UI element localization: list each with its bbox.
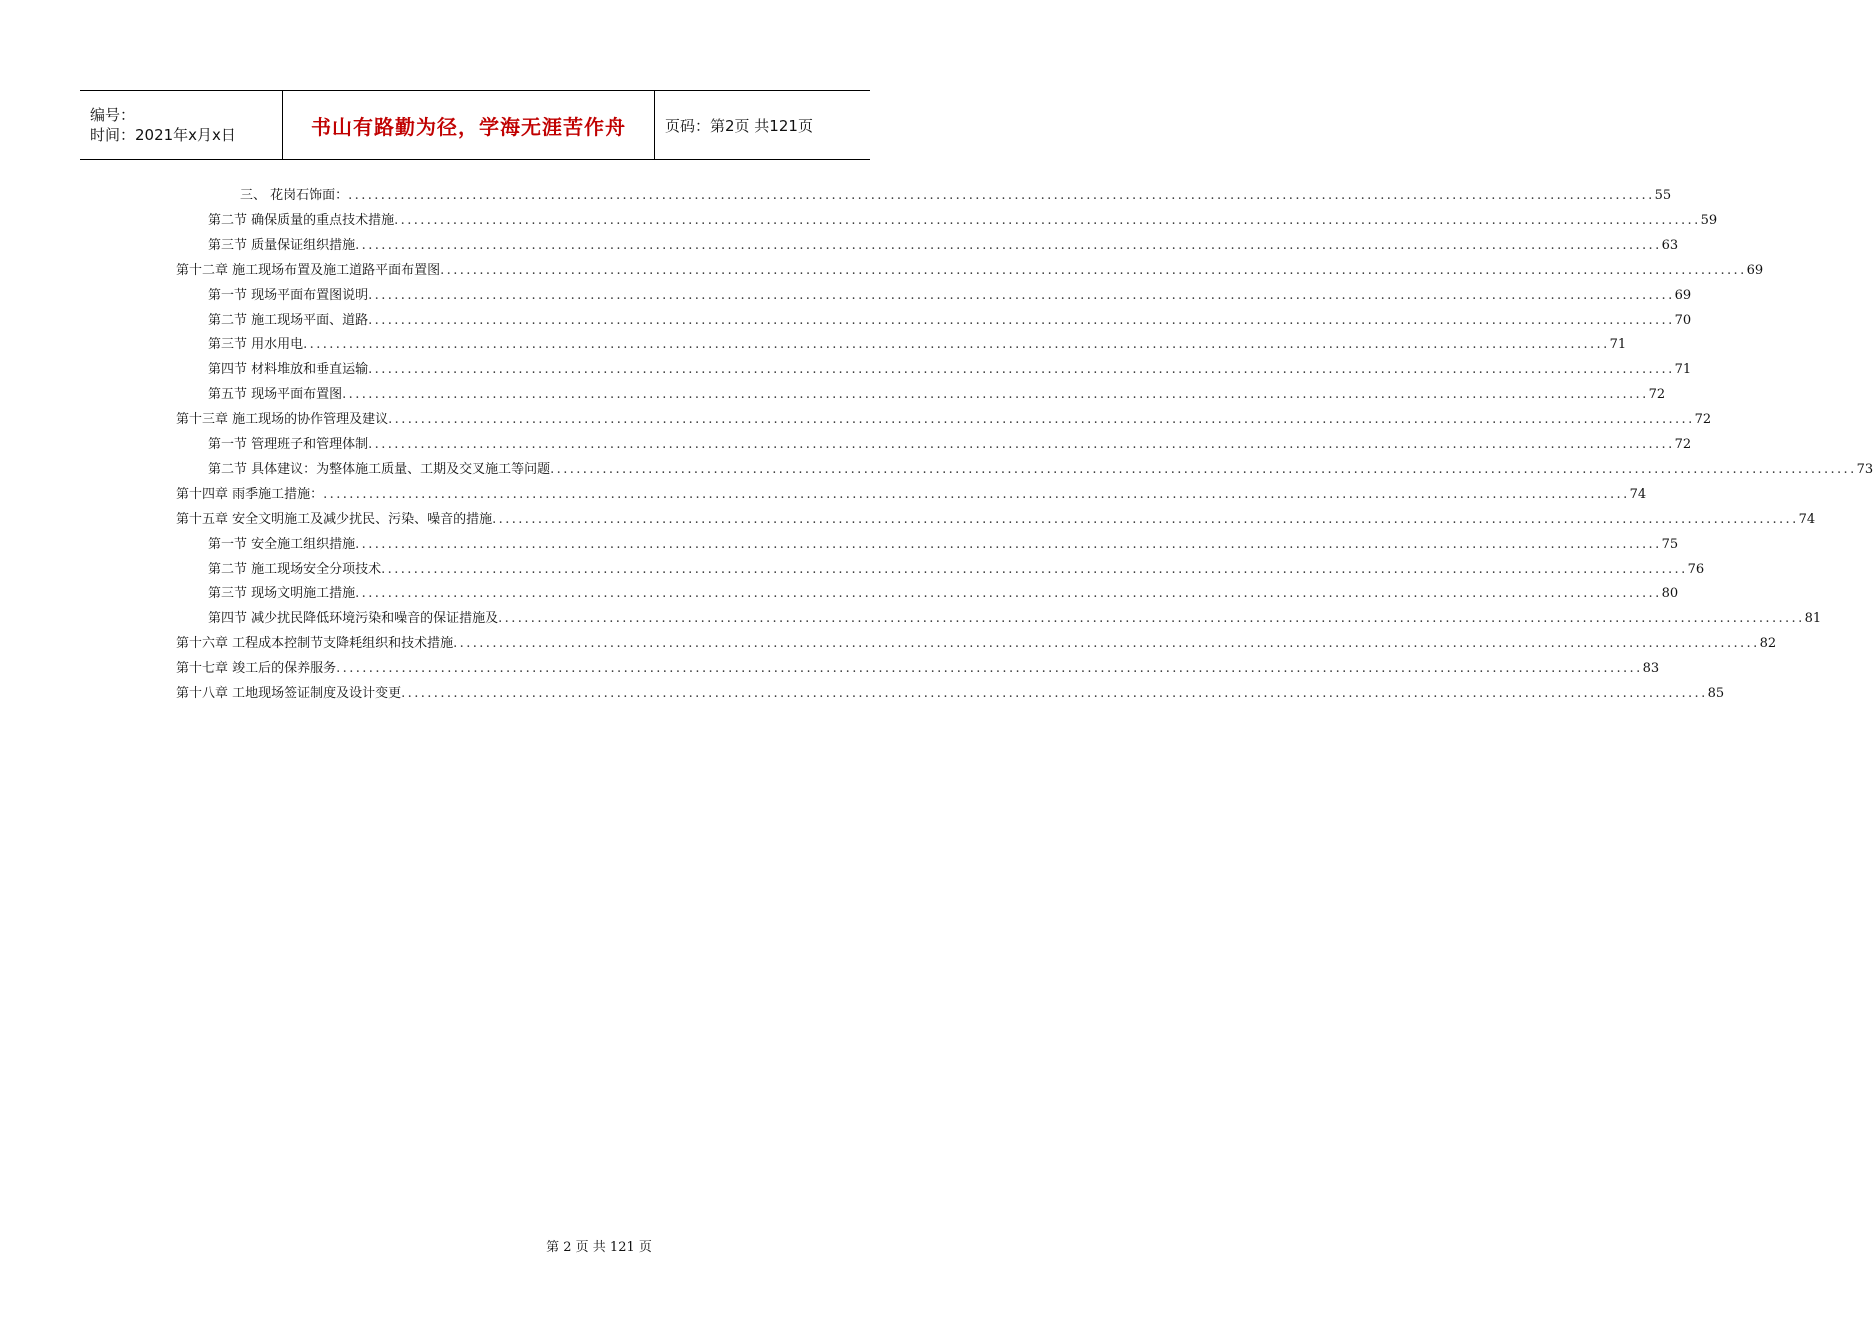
toc-entry-page: 71 bbox=[1674, 362, 1692, 378]
toc-entry[interactable] bbox=[176, 656, 1660, 678]
toc-dot-leader: ........................................................................................................................................................................................................ bbox=[498, 611, 1805, 627]
toc-entry-page: 72 bbox=[1694, 412, 1712, 428]
toc-entry-page: 75 bbox=[1661, 536, 1679, 552]
toc-dot-leader: ........................................................................................................................................................................................................ bbox=[336, 661, 1643, 677]
toc-entry-page: 69 bbox=[1746, 262, 1764, 278]
toc-entry[interactable] bbox=[208, 382, 1666, 404]
toc-dot-leader: ........................................................................................................................................................................................................ bbox=[381, 561, 1688, 577]
toc-entry[interactable] bbox=[176, 681, 1725, 703]
header-page-number: 页码：第2页 共121页 bbox=[665, 116, 813, 135]
toc-entry[interactable] bbox=[208, 557, 1705, 579]
toc-dot-leader: ........................................................................................................................................................................................................ bbox=[368, 287, 1675, 303]
toc-entry[interactable] bbox=[208, 532, 1679, 554]
header-page-cell bbox=[655, 91, 870, 159]
toc-dot-leader: ........................................................................................................................................................................................................ bbox=[348, 188, 1655, 203]
toc-dot-leader: ........................................................................................................................................................................................................ bbox=[388, 412, 1695, 428]
toc-entry-page: 83 bbox=[1642, 661, 1660, 677]
toc-dot-leader: ........................................................................................................................................................................................................ bbox=[303, 337, 1610, 353]
toc-dot-leader: ........................................................................................................................................................................................................ bbox=[453, 636, 1760, 652]
header-meta bbox=[80, 91, 282, 159]
toc-entry[interactable] bbox=[240, 183, 1672, 205]
toc-dot-leader: ........................................................................................................................................................................................................ bbox=[394, 212, 1701, 228]
document-number-label: 编号： bbox=[90, 106, 136, 124]
toc-entry-page: 80 bbox=[1661, 586, 1679, 602]
toc-dot-leader: ........................................................................................................................................................................................................ bbox=[355, 536, 1662, 552]
header-motto: 书山有路勤为径，学海无涯苦作舟 bbox=[311, 114, 626, 139]
toc-entry-page: 63 bbox=[1661, 237, 1679, 253]
toc-dot-leader: ........................................................................................................................................................................................................ bbox=[492, 511, 1799, 527]
toc-entry-page: 85 bbox=[1707, 686, 1725, 701]
toc-entry-page: 73 bbox=[1856, 461, 1873, 477]
toc-entry[interactable] bbox=[176, 631, 1777, 653]
toc-dot-leader: ........................................................................................................................................................................................................ bbox=[342, 387, 1649, 403]
toc-entry[interactable] bbox=[208, 432, 1692, 454]
toc-entry-label: 第一节 安全施工组织措施 bbox=[208, 536, 356, 552]
toc-entry-page: 55 bbox=[1654, 188, 1672, 203]
toc-entry-label: 第三节 现场文明施工措施 bbox=[208, 586, 356, 602]
toc-dot-leader: ........................................................................................................................................................................................................ bbox=[550, 461, 1857, 477]
toc-dot-leader: ........................................................................................................................................................................................................ bbox=[323, 486, 1630, 502]
toc-entry[interactable] bbox=[208, 606, 1822, 628]
toc-entry[interactable] bbox=[208, 208, 1718, 230]
toc-entry[interactable] bbox=[208, 233, 1679, 255]
toc-entry[interactable] bbox=[176, 407, 1712, 429]
toc-entry-label: 第四节 材料堆放和垂直运输 bbox=[208, 362, 369, 378]
toc-entry-page: 81 bbox=[1804, 611, 1822, 627]
toc-entry[interactable] bbox=[208, 457, 1873, 479]
toc-entry-page: 82 bbox=[1759, 636, 1777, 652]
toc-dot-leader: ........................................................................................................................................................................................................ bbox=[368, 312, 1675, 328]
toc-entry-label: 第二节 施工现场安全分项技术 bbox=[208, 561, 382, 577]
toc-dot-leader: ........................................................................................................................................................................................................ bbox=[401, 686, 1708, 701]
toc-entry-page: 70 bbox=[1674, 312, 1692, 328]
toc-entry-label: 第十七章 竣工后的保养服务 bbox=[176, 661, 337, 677]
toc-entry-label: 第三节 用水用电 bbox=[208, 337, 304, 353]
toc-entry-label: 第二节 施工现场平面、道路 bbox=[208, 312, 369, 328]
toc-entry-label: 第十六章 工程成本控制节支降耗组织和技术措施 bbox=[176, 636, 454, 652]
toc-entry-label: 三、 花岗石饰面： bbox=[240, 188, 349, 203]
toc-entry[interactable] bbox=[176, 482, 1647, 504]
toc-entry-page: 59 bbox=[1700, 212, 1718, 228]
toc-entry-label: 第五节 现场平面布置图 bbox=[208, 387, 343, 403]
footer-page-number: 第 2 页 共 121 页 bbox=[546, 1240, 652, 1255]
toc-entry[interactable] bbox=[176, 258, 1764, 280]
toc-entry-page: 74 bbox=[1629, 486, 1647, 502]
document-time-label: 时间：2021年x月x日 bbox=[90, 126, 236, 144]
toc-entry[interactable] bbox=[208, 283, 1692, 305]
toc-dot-leader: ........................................................................................................................................................................................................ bbox=[440, 262, 1747, 278]
toc-entry-label: 第一节 管理班子和管理体制 bbox=[208, 437, 369, 452]
toc-entry-page: 72 bbox=[1674, 437, 1692, 452]
toc-dot-leader: ........................................................................................................................................................................................................ bbox=[368, 437, 1675, 452]
toc-entry-page: 69 bbox=[1674, 287, 1692, 303]
toc-entry-label: 第一节 现场平面布置图说明 bbox=[208, 287, 369, 303]
header-motto-cell bbox=[282, 91, 655, 159]
toc-entry-page: 71 bbox=[1609, 337, 1627, 353]
toc-entry[interactable] bbox=[176, 507, 1816, 529]
toc-entry[interactable] bbox=[208, 581, 1679, 603]
toc-entry-label: 第二节 具体建议：为整体施工质量、工期及交叉施工等问题 bbox=[208, 461, 551, 477]
toc-entry-label: 第十二章 施工现场布置及施工道路平面布置图 bbox=[176, 262, 441, 278]
toc-dot-leader: ........................................................................................................................................................................................................ bbox=[355, 237, 1662, 253]
toc-entry[interactable] bbox=[208, 308, 1692, 330]
page-footer bbox=[0, 1236, 950, 1255]
toc-entry-label: 第十三章 施工现场的协作管理及建议 bbox=[176, 412, 389, 428]
toc-entry-label: 第十八章 工地现场签证制度及设计变更 bbox=[176, 686, 402, 701]
toc-entry-label: 第四节 减少扰民降低环境污染和噪音的保证措施及 bbox=[208, 611, 499, 627]
toc-entry-label: 第三节 质量保证组织措施 bbox=[208, 237, 356, 253]
toc-entry-page: 72 bbox=[1648, 387, 1666, 403]
toc-entry-page: 74 bbox=[1798, 511, 1816, 527]
toc-entry-label: 第十五章 安全文明施工及减少扰民、污染、噪音的措施 bbox=[176, 511, 493, 527]
toc-dot-leader: ........................................................................................................................................................................................................ bbox=[355, 586, 1662, 602]
toc-entry-label: 第十四章 雨季施工措施： bbox=[176, 486, 324, 502]
page-header bbox=[80, 90, 870, 160]
toc-entry[interactable] bbox=[208, 357, 1692, 379]
toc-dot-leader: ........................................................................................................................................................................................................ bbox=[368, 362, 1675, 378]
toc-entry-label: 第二节 确保质量的重点技术措施 bbox=[208, 212, 395, 228]
toc-entry-page: 76 bbox=[1687, 561, 1705, 577]
toc-entry[interactable] bbox=[208, 332, 1627, 354]
